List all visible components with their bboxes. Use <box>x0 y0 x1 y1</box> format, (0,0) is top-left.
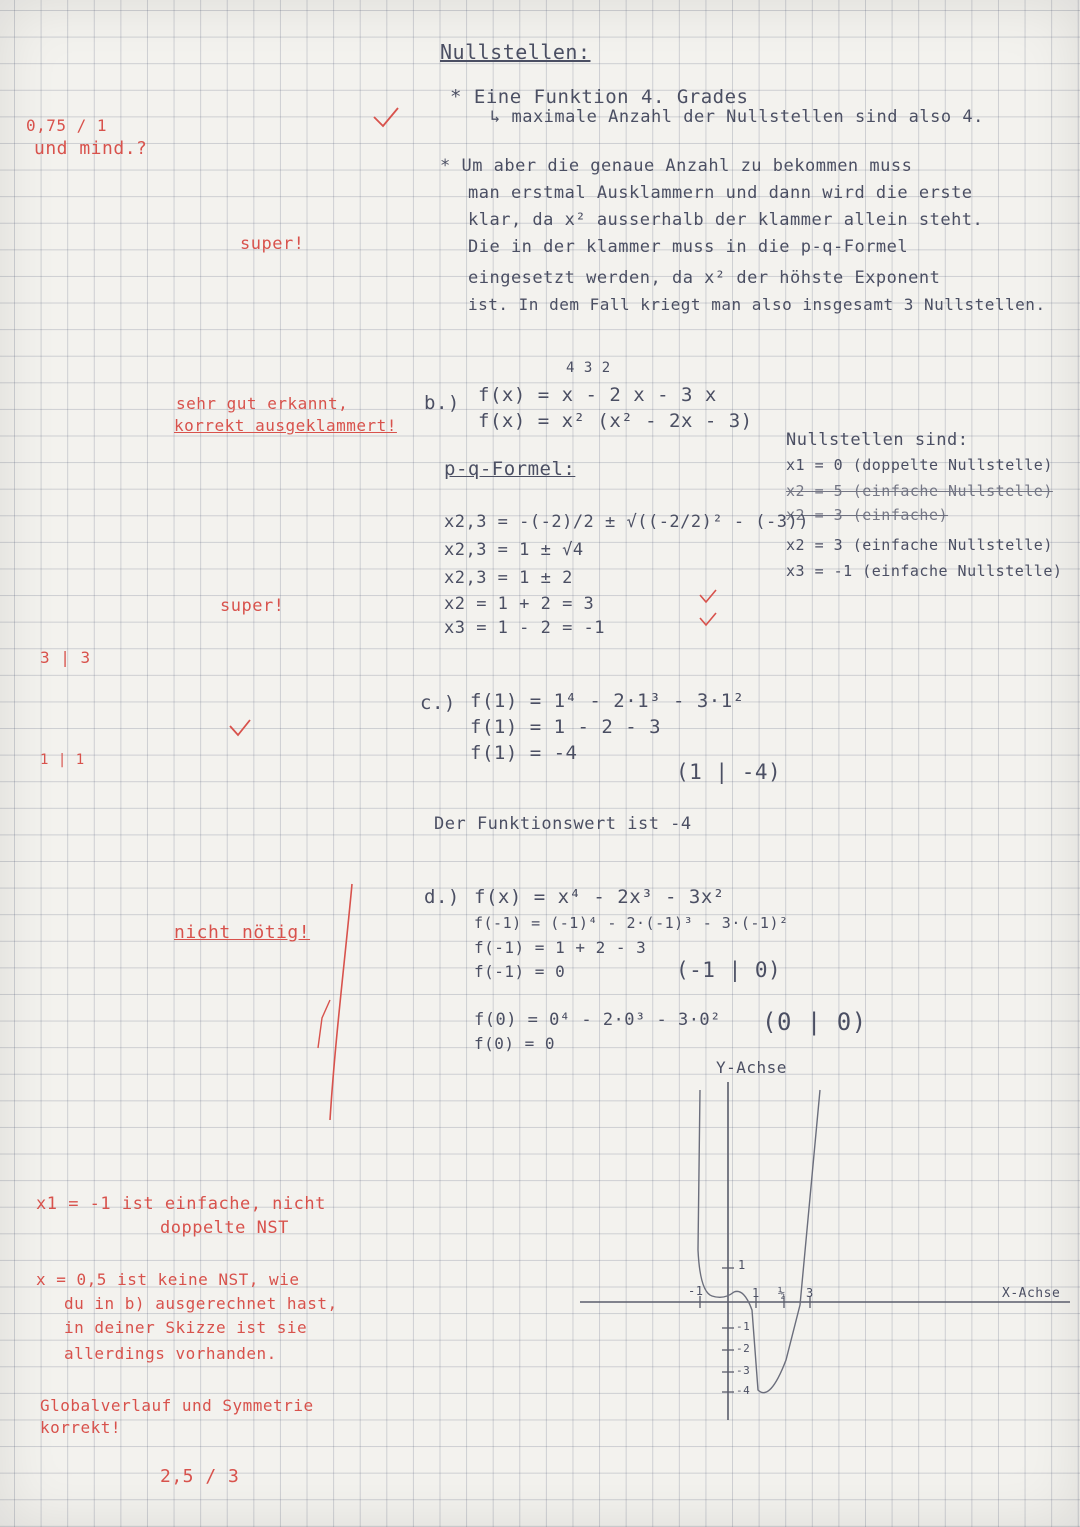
comment-good-1: sehr gut erkannt, <box>176 394 349 413</box>
pq-step-4: x2 = 1 + 2 = 3 <box>444 594 595 614</box>
part-d-line-3: f(-1) = 1 + 2 - 3 <box>474 938 647 957</box>
comment-root-1: x1 = -1 ist einfache, nicht <box>36 1194 326 1214</box>
intro-line-7: eingesetzt werden, da x² der höhste Exponent <box>468 268 941 288</box>
pq-formula-label: p-q-Formel: <box>444 458 576 480</box>
intro-line-2: ↳ maximale Anzahl der Nullstellen sind also 4. <box>490 107 984 127</box>
part-c-point: (1 | -4) <box>676 760 782 784</box>
part-d-label: d.) <box>424 886 460 908</box>
root-3: x3 = -1 (einfache Nullstelle) <box>786 562 1063 580</box>
root-struck-2: x2 = 3 (einfache) <box>786 506 949 524</box>
comment-x05-2: du in b) ausgerechnet hast, <box>64 1294 338 1313</box>
score-b: 3 | 3 <box>40 648 91 667</box>
x-tick-label-1: -1 <box>688 1284 704 1298</box>
part-d-point-1: (-1 | 0) <box>676 958 782 982</box>
score-a: 0,75 / 1 <box>26 116 108 135</box>
pq-step-2: x2,3 = 1 ± √4 <box>444 540 584 560</box>
intro-line-6: Die in der klammer muss in die p-q-Formel <box>468 237 909 257</box>
page-title: Nullstellen: <box>440 40 591 64</box>
part-d-line-5: f(0) = 0⁴ - 2·0³ - 3·0² <box>474 1010 721 1030</box>
part-d-line-4: f(-1) = 0 <box>474 962 566 981</box>
checkmark-2 <box>700 590 716 602</box>
x-tick-label-2: 1 <box>752 1286 760 1300</box>
comment-super-2: super! <box>220 596 285 616</box>
y-tick-label-2: -1 <box>736 1320 751 1333</box>
x-axis-label: X-Achse <box>1002 1286 1061 1301</box>
part-b-line-1: f(x) = x - 2 x - 3 x <box>478 384 717 406</box>
intro-line-8: ist. In dem Fall kriegt man also insgesamt 3 Nullstellen. <box>468 295 1046 314</box>
y-axis-label: Y-Achse <box>716 1058 787 1077</box>
comment-x05-1: x = 0,5 ist keine NST, wie <box>36 1270 300 1289</box>
root-1: x1 = 0 (doppelte Nullstelle) <box>786 456 1053 474</box>
score-d: 2,5 / 3 <box>160 1466 240 1487</box>
part-d-line-1: f(x) = x⁴ - 2x³ - 3x² <box>474 886 725 908</box>
intro-line-3: * Um aber die genaue Anzahl zu bekommen muss <box>440 156 913 176</box>
x-tick-label-3: ½ <box>778 1286 786 1300</box>
intro-line-4: man erstmal Ausklammern und dann wird die erste <box>468 183 973 203</box>
part-c-sentence: Der Funktionswert ist -4 <box>434 814 692 834</box>
comment-x05-3: in deiner Skizze ist sie <box>64 1318 308 1337</box>
x-tick-label-4: 3 <box>806 1286 814 1300</box>
bracket-line <box>330 884 352 1120</box>
root-2: x2 = 3 (einfache Nullstelle) <box>786 536 1053 554</box>
part-d-line-2: f(-1) = (-1)⁴ - 2·(-1)³ - 3·(-1)² <box>474 914 789 932</box>
comment-global-1: Globalverlauf und Symmetrie <box>40 1396 314 1415</box>
part-b-exponents: 4 3 2 <box>566 360 611 376</box>
score-c: 1 | 1 <box>40 752 85 768</box>
score-a-note: und mind.? <box>34 138 148 159</box>
comment-global-2: korrekt! <box>40 1418 122 1437</box>
comment-root-2: doppelte NST <box>160 1218 289 1238</box>
y-tick-label-3: -2 <box>736 1342 751 1355</box>
comment-good-2: korrekt ausgeklammert! <box>174 416 397 435</box>
part-c-label: c.) <box>420 692 456 714</box>
comment-not-needed: nicht nötig! <box>174 922 311 943</box>
intro-line-5: klar, da x² ausserhalb der klammer allein steht. <box>468 210 984 230</box>
pq-step-1: x2,3 = -(-2)/2 ± √((-2/2)² - (-3)) <box>444 512 809 532</box>
arrow-line <box>318 1000 330 1048</box>
y-tick-label-4: -3 <box>736 1364 751 1377</box>
comment-super-1: super! <box>240 234 305 254</box>
root-struck-1: x2 = 5 (einfache Nullstelle) <box>786 482 1053 500</box>
part-c-line-2: f(1) = 1 - 2 - 3 <box>470 716 662 738</box>
part-d-point-2: (0 | 0) <box>762 1008 867 1036</box>
part-b-label: b.) <box>424 392 460 414</box>
checkmark-1 <box>374 108 398 126</box>
checkmark-4 <box>230 720 250 735</box>
part-b-line-2: f(x) = x² (x² - 2x - 3) <box>478 410 753 432</box>
part-d-line-6: f(0) = 0 <box>474 1034 556 1053</box>
y-tick-label-5: -4 <box>736 1384 751 1397</box>
intro-line-1: * Eine Funktion 4. Grades <box>450 86 749 108</box>
comment-x05-4: allerdings vorhanden. <box>64 1344 277 1363</box>
pq-step-3: x2,3 = 1 ± 2 <box>444 568 573 588</box>
part-c-line-3: f(1) = -4 <box>470 742 578 764</box>
pq-step-5: x3 = 1 - 2 = -1 <box>444 618 606 638</box>
checkmark-3 <box>700 613 716 625</box>
part-c-line-1: f(1) = 1⁴ - 2·1³ - 3·1² <box>470 690 745 712</box>
roots-title: Nullstellen sind: <box>786 430 969 450</box>
y-tick-label-1: 1 <box>738 1258 746 1272</box>
